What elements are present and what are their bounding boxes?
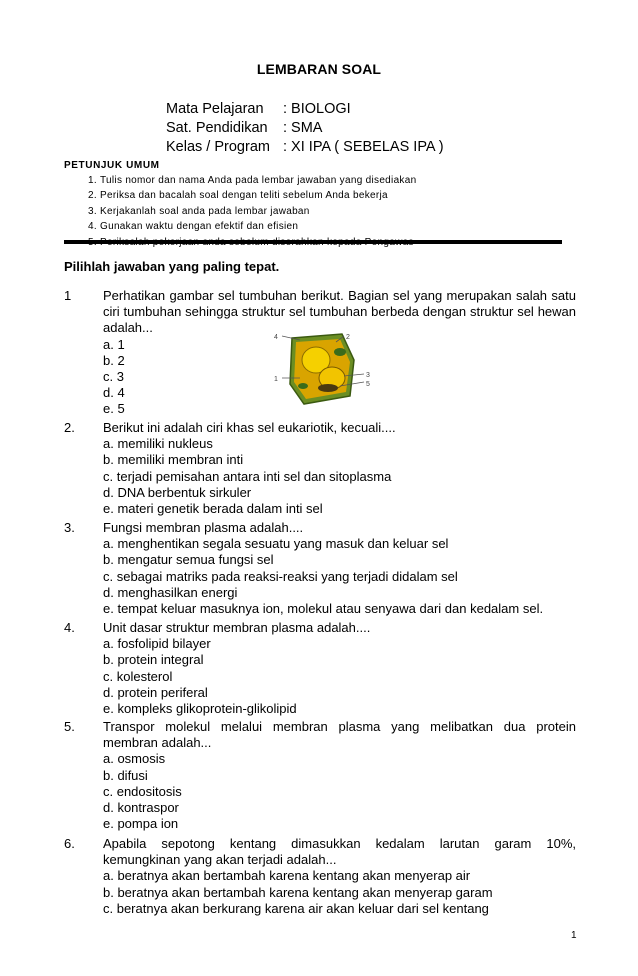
option: a. menghentikan segala sesuatu yang masuk dan keluar sel: [103, 536, 449, 552]
question-number: 6.: [64, 836, 75, 851]
figure-label: 4: [274, 334, 278, 341]
instruction-item: 2. Periksa dan bacalah soal dengan teliti sebelum Anda bekerja: [100, 188, 416, 203]
divider-rule: [64, 240, 562, 244]
meta-row-class: [166, 138, 444, 157]
option: c. beratnya akan berkurang karena air akan keluar dari sel kentang: [103, 900, 489, 916]
option: b. protein integral: [103, 652, 204, 668]
question-6: [64, 836, 576, 917]
question-text: Apabila sepotong kentang dimasukkan kedalam larutan garam 10%, kemungkinan yang akan terjadi adalah...: [103, 836, 576, 868]
figure-label: 5: [366, 381, 370, 388]
option: c. endositosis: [103, 783, 182, 799]
meta-value: : SMA: [283, 120, 323, 136]
question-number: 3.: [64, 520, 75, 535]
option: c. 3: [103, 369, 124, 385]
page-number: 1: [571, 930, 577, 941]
option: e. materi genetik berada dalam inti sel: [103, 501, 323, 517]
option: c. sebagai matriks pada reaksi-reaksi yang terjadi didalam sel: [103, 568, 458, 584]
meta-label: Mata Pelajaran: [166, 101, 264, 117]
option: d. menghasilkan energi: [103, 584, 238, 600]
plant-cell-figure: [270, 330, 380, 410]
question-number: 4.: [64, 620, 75, 635]
option: b. difusi: [103, 767, 148, 783]
figure-label: 3: [366, 372, 370, 379]
question-text: Berikut ini adalah ciri khas sel eukariotik, kecuali....: [103, 420, 396, 435]
question-number: 1: [64, 288, 72, 303]
option: e. kompleks glikoprotein-glikolipid: [103, 701, 297, 717]
option: d. 4: [103, 385, 125, 401]
option: d. kontraspor: [103, 800, 179, 816]
option: d. protein periferal: [103, 684, 208, 700]
question-2: [64, 420, 576, 517]
chloroplast-shape: [334, 348, 346, 356]
organelle-shape: [318, 384, 338, 392]
meta-label: Sat. Pendidikan: [166, 120, 268, 136]
figure-label: 2: [346, 334, 350, 341]
option: e. pompa ion: [103, 816, 179, 832]
option: a. 1: [103, 336, 125, 352]
question-5: [64, 719, 576, 832]
option: c. terjadi pemisahan antara inti sel dan sitoplasma: [103, 468, 392, 484]
question-text: Unit dasar struktur membran plasma adalah....: [103, 620, 371, 635]
question-text: Perhatikan gambar sel tumbuhan berikut. Bagian sel yang merupakan salah satu ciri tumbuhan sehingga struktur sel tumbuhan berbeda dengan struktur sel hewan adalah...: [103, 288, 576, 336]
option: a. memiliki nukleus: [103, 436, 213, 452]
option: a. osmosis: [103, 751, 166, 767]
option: e. 5: [103, 401, 125, 417]
option: a. beratnya akan bertambah karena kentang akan menyerap air: [103, 868, 471, 884]
instructions-list: [64, 173, 416, 250]
question-3: [64, 520, 576, 617]
question-number: 5.: [64, 719, 75, 734]
chloroplast-shape: [298, 383, 308, 389]
meta-value: : XI IPA ( SEBELAS IPA ): [283, 139, 444, 155]
instruction-item: 3. Kerjakanlah soal anda pada lembar jawaban: [100, 204, 416, 219]
meta-row-level: [166, 119, 444, 138]
option: c. kolesterol: [103, 668, 173, 684]
option: b. mengatur semua fungsi sel: [103, 552, 274, 568]
question-number: 2.: [64, 420, 75, 435]
instructions-heading: PETUNJUK UMUM: [64, 160, 160, 171]
question-text: Fungsi membran plasma adalah....: [103, 520, 304, 535]
option: d. DNA berbentuk sirkuler: [103, 484, 252, 500]
subject-info: [166, 100, 444, 157]
general-instructions: [64, 160, 416, 250]
option: e. tempat keluar masuknya ion, molekul atau senyawa dari dan kedalam sel.: [103, 601, 544, 617]
plant-cell-image: [270, 330, 380, 410]
option: b. memiliki membran inti: [103, 452, 244, 468]
figure-label: 1: [274, 376, 278, 383]
option: b. 2: [103, 352, 125, 368]
option: a. fosfolipid bilayer: [103, 636, 211, 652]
instruction-item: 1. Tulis nomor dan nama Anda pada lembar jawaban yang disediakan: [100, 173, 416, 188]
question-text: Transpor molekul melalui membran plasma yang melibatkan dua protein membran adalah...: [103, 719, 576, 751]
meta-value: : BIOLOGI: [283, 101, 351, 117]
question-4: [64, 620, 576, 717]
meta-row-subject: [166, 100, 444, 119]
option: b. beratnya akan bertambah karena kentang akan menyerap garam: [103, 884, 493, 900]
page-title: LEMBARAN SOAL: [256, 61, 382, 77]
instruction-item: 4. Gunakan waktu dengan efektif dan efisien: [100, 219, 416, 234]
meta-label: Kelas / Program: [166, 139, 270, 155]
answer-instruction: Pilihlah jawaban yang paling tepat.: [64, 259, 280, 274]
